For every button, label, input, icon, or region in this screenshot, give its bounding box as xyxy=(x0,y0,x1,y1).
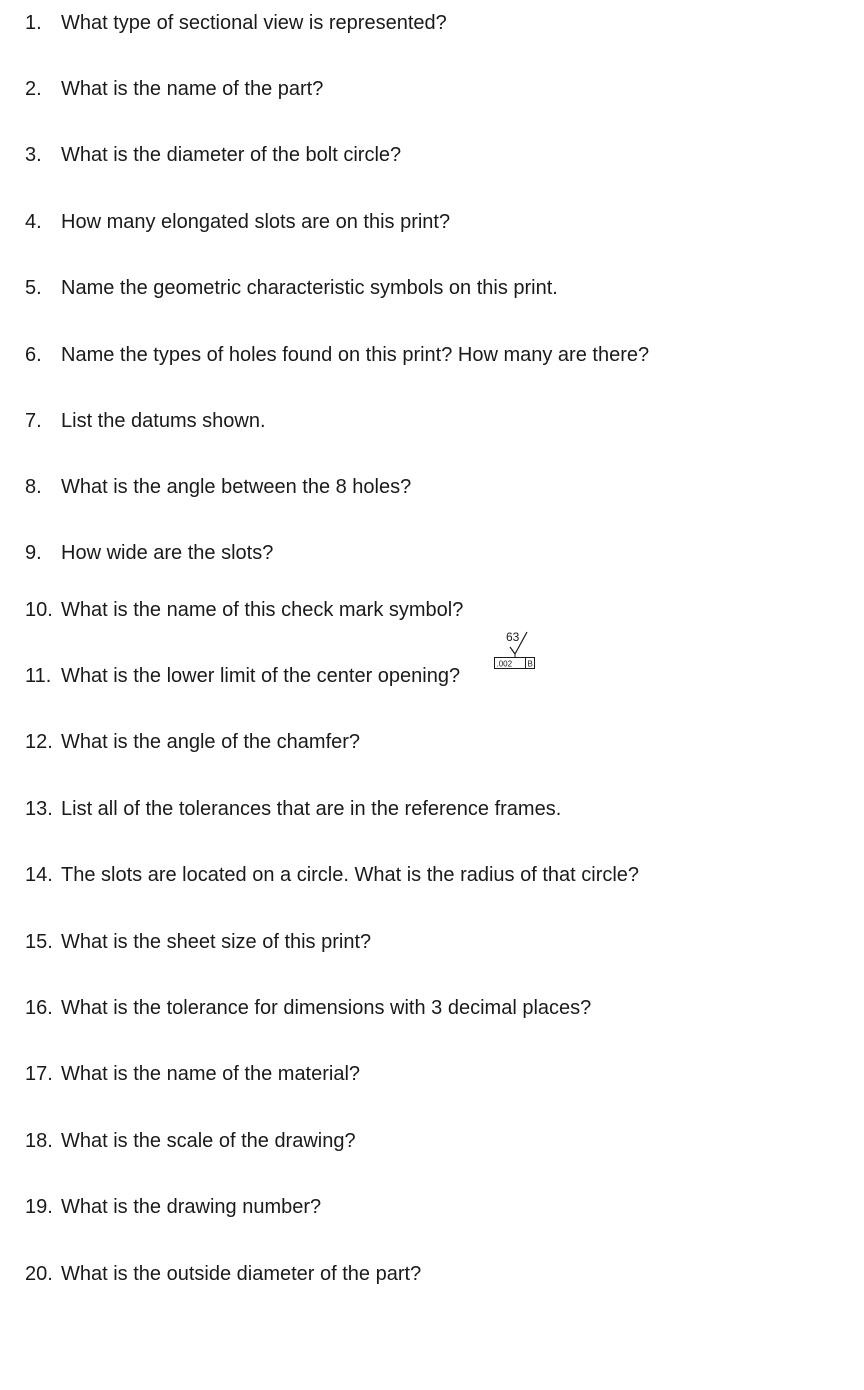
question-item xyxy=(25,473,411,501)
question-item xyxy=(25,795,561,823)
question-item xyxy=(25,1127,356,1155)
question-item xyxy=(25,662,460,690)
question-number: 8. xyxy=(25,475,42,498)
question-item xyxy=(25,994,591,1022)
question-text: What is the angle between the 8 holes? xyxy=(61,475,412,498)
question-number: 15. xyxy=(25,930,53,953)
question-text: What is the outside diameter of the part? xyxy=(61,1262,422,1285)
datum-letter: B xyxy=(527,659,533,669)
question-item xyxy=(25,9,447,37)
question-number: 19. xyxy=(25,1195,53,1218)
question-number: 20. xyxy=(25,1262,53,1285)
surface-finish-symbol-icon xyxy=(492,628,538,674)
question-text: What is the angle of the chamfer? xyxy=(61,730,361,753)
question-text: What type of sectional view is represented? xyxy=(61,11,447,34)
question-number: 1. xyxy=(25,11,42,34)
question-item xyxy=(25,407,266,435)
question-number: 5. xyxy=(25,276,42,299)
question-number: 4. xyxy=(25,210,42,233)
question-item xyxy=(25,728,360,756)
question-text: What is the diameter of the bolt circle? xyxy=(61,143,402,166)
question-number: 14. xyxy=(25,863,53,886)
question-item xyxy=(25,341,649,369)
question-item xyxy=(25,861,639,889)
question-number: 12. xyxy=(25,730,53,753)
question-text: What is the name of the part? xyxy=(61,77,324,100)
question-text: Name the types of holes found on this print? How many are there? xyxy=(61,343,650,366)
question-text: What is the tolerance for dimensions with 3 decimal places? xyxy=(61,996,592,1019)
question-number: 10. xyxy=(25,598,53,621)
question-item xyxy=(25,539,273,567)
question-number: 18. xyxy=(25,1129,53,1152)
roughness-value: 63 xyxy=(506,630,520,644)
question-item xyxy=(25,928,371,956)
question-item xyxy=(25,1193,321,1221)
question-item xyxy=(25,1260,421,1288)
tolerance-value: .002 xyxy=(496,659,513,669)
question-text: What is the scale of the drawing? xyxy=(61,1129,356,1152)
question-text: List all of the tolerances that are in the reference frames. xyxy=(61,797,562,820)
question-number: 16. xyxy=(25,996,53,1019)
question-text: What is the name of the material? xyxy=(61,1062,361,1085)
question-item xyxy=(25,1060,360,1088)
question-item xyxy=(25,274,558,302)
question-number: 13. xyxy=(25,797,53,820)
question-text: List the datums shown. xyxy=(61,409,266,432)
question-item xyxy=(25,596,463,624)
question-text: What is the name of this check mark symbol? xyxy=(61,598,464,621)
question-text: Name the geometric characteristic symbols on this print. xyxy=(61,276,558,299)
question-number: 9. xyxy=(25,541,42,564)
question-number: 11. xyxy=(25,664,52,687)
question-number: 6. xyxy=(25,343,42,366)
question-text: How many elongated slots are on this print? xyxy=(61,210,451,233)
question-text: What is the lower limit of the center opening? xyxy=(61,664,461,687)
question-number: 7. xyxy=(25,409,42,432)
question-text: How wide are the slots? xyxy=(61,541,274,564)
question-text: What is the drawing number? xyxy=(61,1195,322,1218)
question-number: 2. xyxy=(25,77,42,100)
question-text: The slots are located on a circle. What is the radius of that circle? xyxy=(61,863,640,886)
question-number: 17. xyxy=(25,1062,53,1085)
question-number: 3. xyxy=(25,143,42,166)
question-item xyxy=(25,141,401,169)
question-text: What is the sheet size of this print? xyxy=(61,930,372,953)
question-item xyxy=(25,75,323,103)
question-item xyxy=(25,208,450,236)
